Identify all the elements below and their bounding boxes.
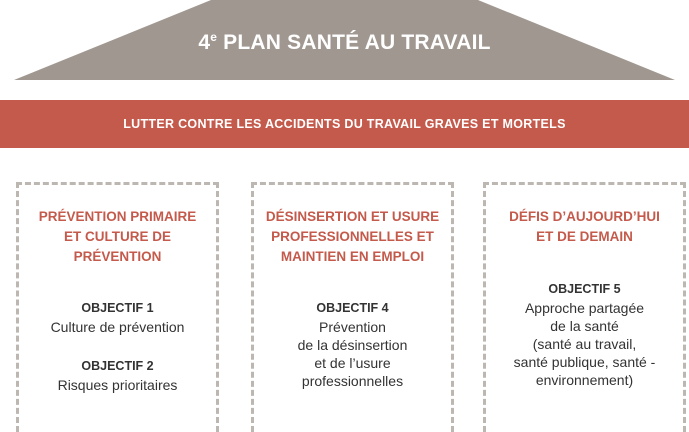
objective-label: OBJECTIF 2 (81, 359, 154, 373)
objective-label: OBJECTIF 4 (316, 301, 389, 315)
objective-text: Approche partagée de la santé (santé au travail, santé publique, santé - environnement) (513, 300, 656, 388)
main-goal-banner (0, 100, 689, 148)
plan-title: 4e PLAN SANTÉ AU TRAVAIL (198, 30, 491, 54)
objective-text: Culture de prévention (50, 319, 185, 335)
pillar-defis-aujourdhui-demain (483, 182, 686, 432)
objective-text: Prévention de la désinsertion et de l’usure professionnelles (297, 319, 408, 389)
pillar-title: DÉSINSERTION ET USURE PROFESSIONNELLES ET MAINTIEN EN EMPLOI (265, 209, 440, 264)
pillar-desinsertion-usure (251, 182, 454, 432)
objective-text: Risques prioritaires (57, 377, 178, 393)
objective-label: OBJECTIF 1 (81, 301, 154, 315)
pillar-title: PRÉVENTION PRIMAIRE ET CULTURE DE PRÉVENTION (38, 209, 197, 264)
pillar-prevention-primaire (16, 182, 219, 432)
objective-label: OBJECTIF 5 (548, 282, 621, 296)
pillar-title: DÉFIS D’AUJOURD’HUI ET DE DEMAIN (509, 209, 660, 244)
main-goal-text: LUTTER CONTRE LES ACCIDENTS DU TRAVAIL GRAVES ET MORTELS (123, 117, 566, 131)
